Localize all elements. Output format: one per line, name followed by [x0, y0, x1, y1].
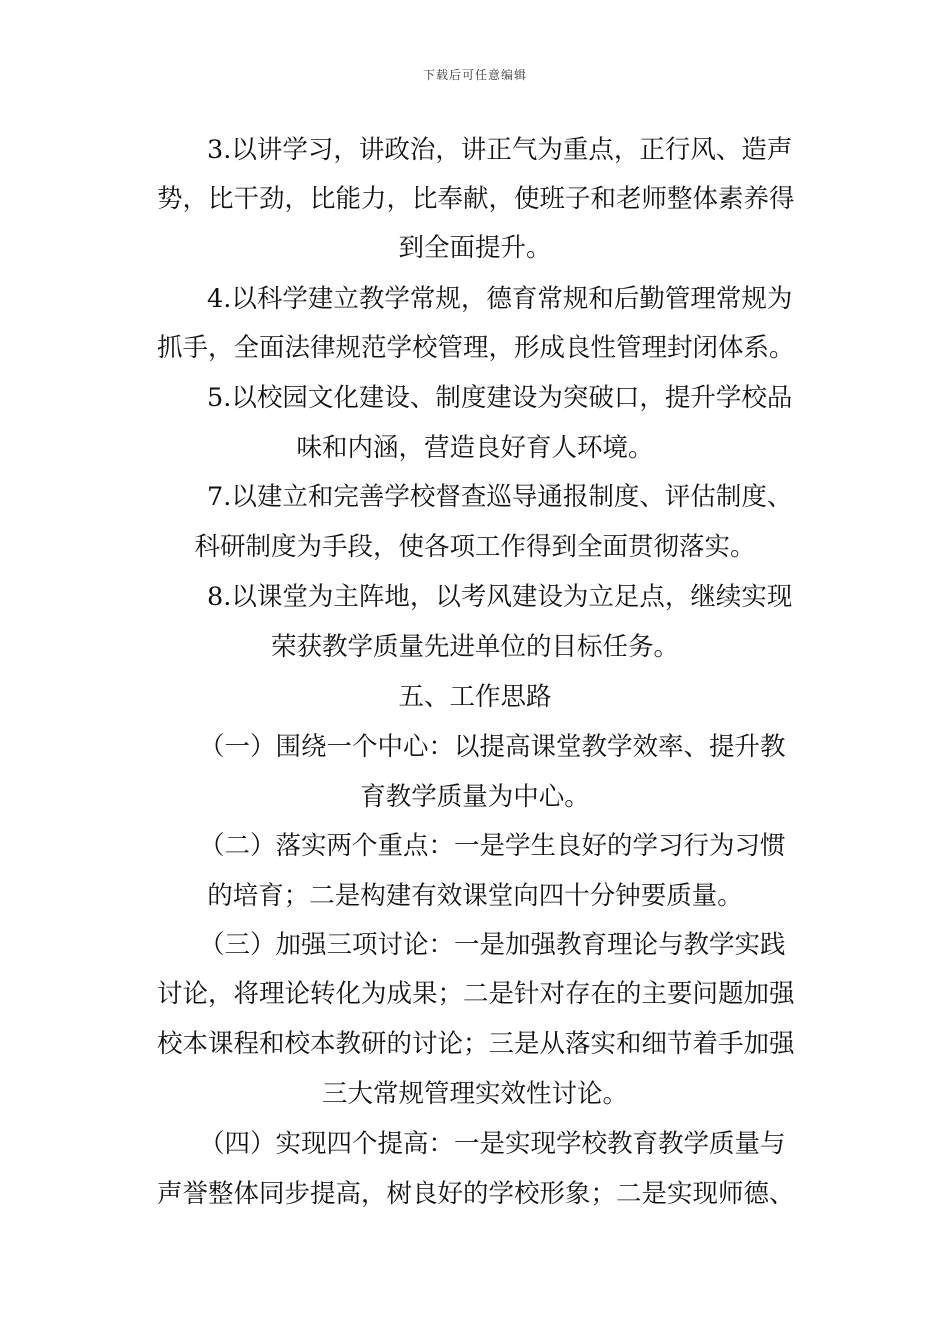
body-line: 校本课程和校本教研的讨论；三是从落实和细节着手加强: [157, 1029, 795, 1059]
body-line: 5.以校园文化建设、制度建设为突破口，提升学校品: [207, 383, 793, 413]
body-line: 8.以课堂为主阵地，以考风建设为立足点，继续实现: [207, 582, 793, 612]
body-line: 声誉整体同步提高，树良好的学校形象；二是实现师德、: [157, 1179, 795, 1209]
body-line: 到全面提升。: [398, 233, 552, 263]
body-line: （一）围绕一个中心：以提高课堂教学效率、提升教: [199, 732, 786, 762]
page-header: 下载后可任意编辑: [422, 68, 527, 82]
section-heading: 五、工作思路: [398, 682, 552, 712]
body-line: （四）实现四个提高：一是实现学校教育教学质量与: [199, 1129, 786, 1159]
body-line: 7.以建立和完善学校督查巡导通报制度、评估制度、: [207, 482, 793, 512]
body-line: （三）加强三项讨论：一是加强教育理论与教学实践: [199, 930, 786, 960]
body-line: 荣获教学质量先进单位的目标任务。: [270, 632, 679, 662]
body-line: 3.以讲学习，讲政治，讲正气为重点，正行风、造声: [207, 135, 793, 165]
body-line: 科研制度为手段，使各项工作得到全面贯彻落实。: [194, 532, 756, 562]
body-line: 4.以科学建立教学常规，德育常规和后勤管理常规为: [207, 284, 793, 314]
body-line: 讨论，将理论转化为成果；二是针对存在的主要问题加强: [157, 979, 795, 1009]
body-line: 的培育；二是构建有效课堂向四十分钟要质量。: [207, 881, 743, 911]
body-line: 抓手，全面法律规范学校管理，形成良性管理封闭体系。: [157, 333, 795, 363]
body-line: 势，比干劲，比能力，比奉献，使班子和老师整体素养得: [157, 184, 795, 214]
body-line: （二）落实两个重点：一是学生良好的学习行为习惯: [199, 831, 786, 861]
body-line: 三大常规管理实效性讨论。: [321, 1079, 628, 1109]
body-line: 味和内涵，营造良好育人环境。: [296, 433, 654, 463]
body-line: 育教学质量为中心。: [360, 782, 590, 812]
